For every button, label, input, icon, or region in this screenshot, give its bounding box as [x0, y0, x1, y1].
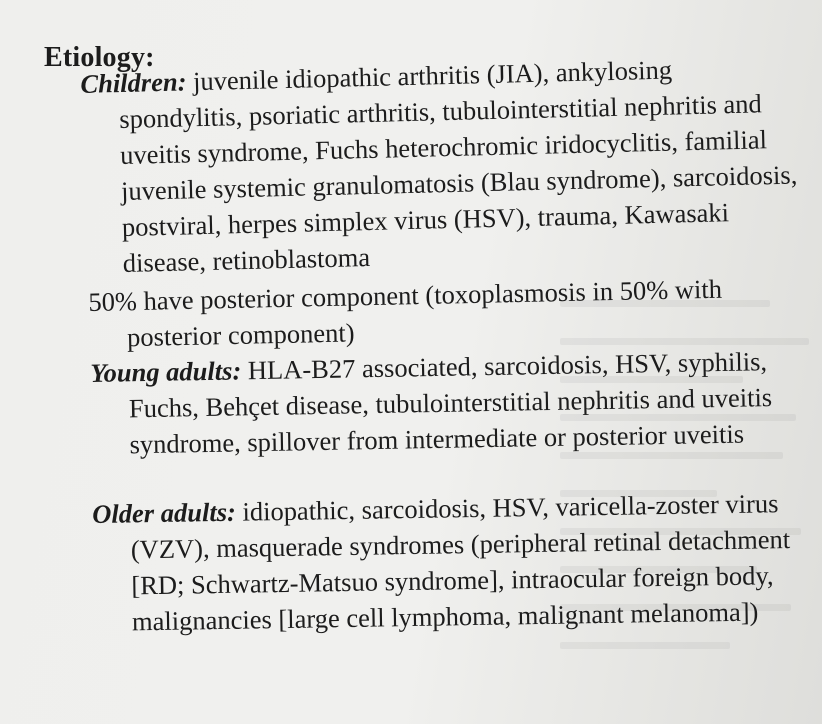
section-heading: Etiology:	[44, 42, 155, 73]
etiology-older-adults-entry	[92, 485, 814, 640]
etiology-young-adults-entry	[90, 342, 812, 463]
older-adults-label: Older adults:	[92, 496, 243, 529]
children-label: Children:	[80, 66, 194, 99]
etiology-posterior-note	[88, 269, 809, 356]
posterior-text: 50% have posterior component (toxoplasmosis in 50% with posterior component)	[88, 273, 723, 353]
older-adults-text: idiopathic, sarcoidosis, HSV, varicella-zoster virus (VZV), masquerade syndromes (peripheral retinal detachment [RD; Schwartz-Matsuo syndrome], intraocular foreign body, malignancies [large cell lymphoma, malignant melanoma])	[130, 488, 791, 637]
young-adults-label: Young adults:	[90, 355, 249, 388]
children-text: juvenile idiopathic arthritis (JIA), ankylosing spondylitis, psoriatic arthritis, tubulointerstitial nephritis and uveitis syndrome, Fuchs heterochromic iridocyclitis, familial juvenile systemic granulomatosis (Blau syndrome), sarcoidosis, postviral, herpes simplex virus (HSV), trauma, Kawasaki disease, retinoblastoma	[118, 54, 798, 279]
young-adults-text: HLA-B27 associated, sarcoidosis, HSV, syphilis, Fuchs, Behçet disease, tubulointerstitial nephritis and uveitis syndrome, spillover from intermediate or posterior uveitis	[128, 346, 773, 460]
etiology-children-entry	[80, 48, 805, 282]
